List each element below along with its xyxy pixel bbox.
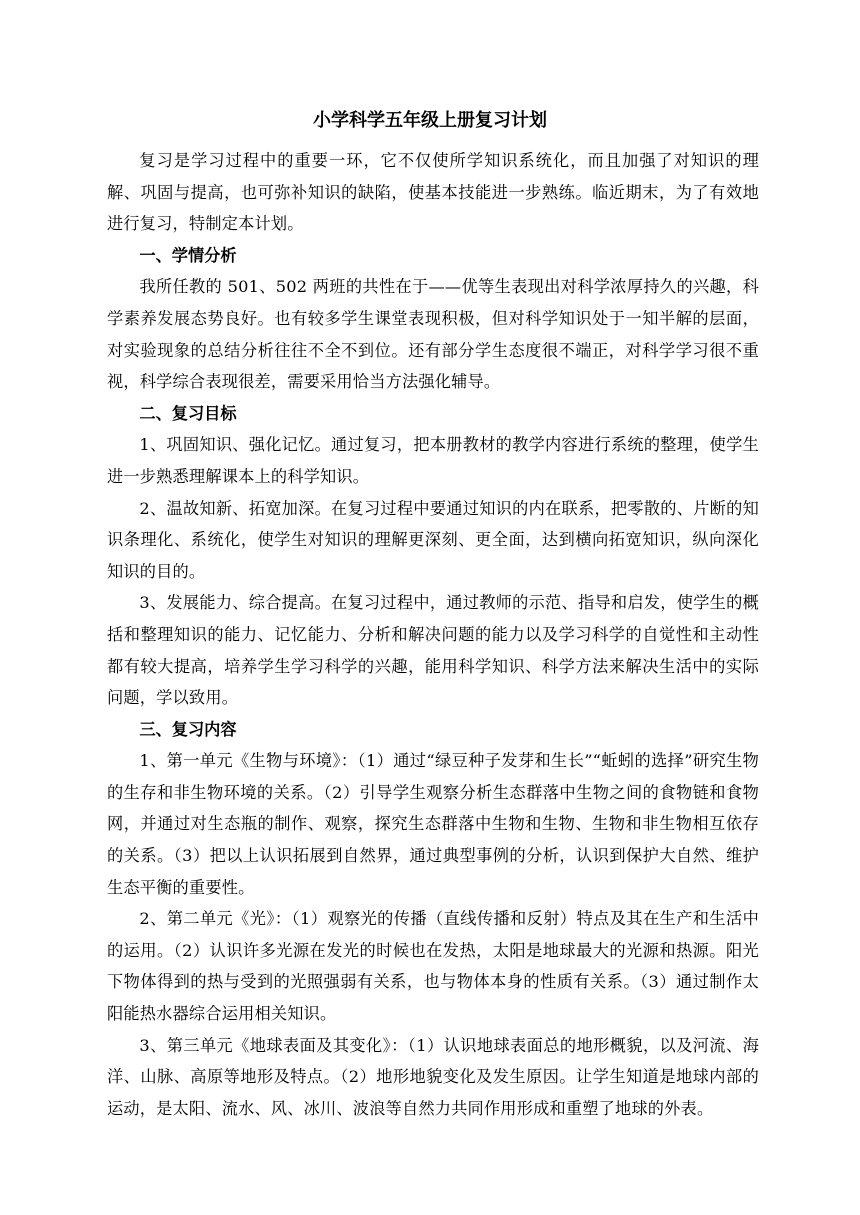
page-title: 小学科学五年级上册复习计划 [313,110,547,131]
section-paragraph: 3、第三单元《地球表面及其变化》：（1）认识地球表面总的地形概貌，以及河流、海洋、山脉、高原等地形及特点。（2）地形地貌变化及发生原因。让学生知道是地球内部的运动，是太阳、流水、风、冰川、波浪等自然力共同作用形成和重塑了地球的外表。 [107,1035,759,1118]
section-paragraph: 2、温故知新、拓宽加深。在复习过程中要通过知识的内在联系，把零散的、片断的知识条理化、系统化，使学生对知识的理解更深刻、更全面，达到横向拓宽知识，纵向深化知识的目的。 [107,498,759,581]
section-paragraph: 1、巩固知识、强化记忆。通过复习，把本册教材的教学内容进行系统的整理，使学生进一步熟悉理解课本上的科学知识。 [107,435,759,486]
section-paragraph: 3、发展能力、综合提高。在复习过程中，通过教师的示范、指导和启发，使学生的概括和整理知识的能力、记忆能力、分析和解决问题的能力以及学习科学的自觉性和主动性都有较大提高，培养学生学习科学的兴趣，能用科学知识、科学方法来解决生活中的实际问题，学以致用。 [107,593,759,708]
section-heading-review-goals: 二、复习目标 [139,403,237,423]
section-paragraph: 2、第二单元《光》：（1）观察光的传播（直线传播和反射）特点及其在生产和生活中的运用。（2）认识许多光源在发光的时候也在发热，太阳是地球最大的光源和热源。阳光下物体得到的热与受到的光照强弱有关系，也与物体本身的性质有关系。（3）通过制作太阳能热水器综合运用相关知识。 [107,909,759,1024]
section-heading-review-content: 三、复习内容 [139,719,237,739]
section-paragraph: 我所任教的 501、502 两班的共性在于——优等生表现出对科学浓厚持久的兴趣，科学素养发展态势良好。也有较多学生课堂表现积极，但对科学知识处于一知半解的层面，对实验现象的总结分析往往不全不到位。还有部分学生态度很不端正，对科学学习很不重视，科学综合表现很差，需要采用恰当方法强化辅导。 [107,277,759,392]
document-body [107,145,759,1124]
intro-paragraph: 复习是学习过程中的重要一环，它不仅使所学知识系统化，而且加强了对知识的理解、巩固与提高，也可弥补知识的缺陷，使基本技能进一步熟练。临近期末，为了有效地进行复习，特制定本计划。 [107,151,759,234]
section-paragraph: 1、第一单元《生物与环境》：（1）通过“绿豆种子发芽和生长”“蚯蚓的选择”研究生物的生存和非生物环境的关系。（2）引导学生观察分析生态群落中生物之间的食物链和食物网，并通过对生态瓶的制作、观察，探究生态群落中生物和生物、生物和非生物相互依存的关系。（3）把以上认识拓展到自然界，通过典型事例的分析，认识到保护大自然、维护生态平衡的重要性。 [107,751,759,897]
section-heading-learning-analysis: 一、学情分析 [139,245,237,265]
